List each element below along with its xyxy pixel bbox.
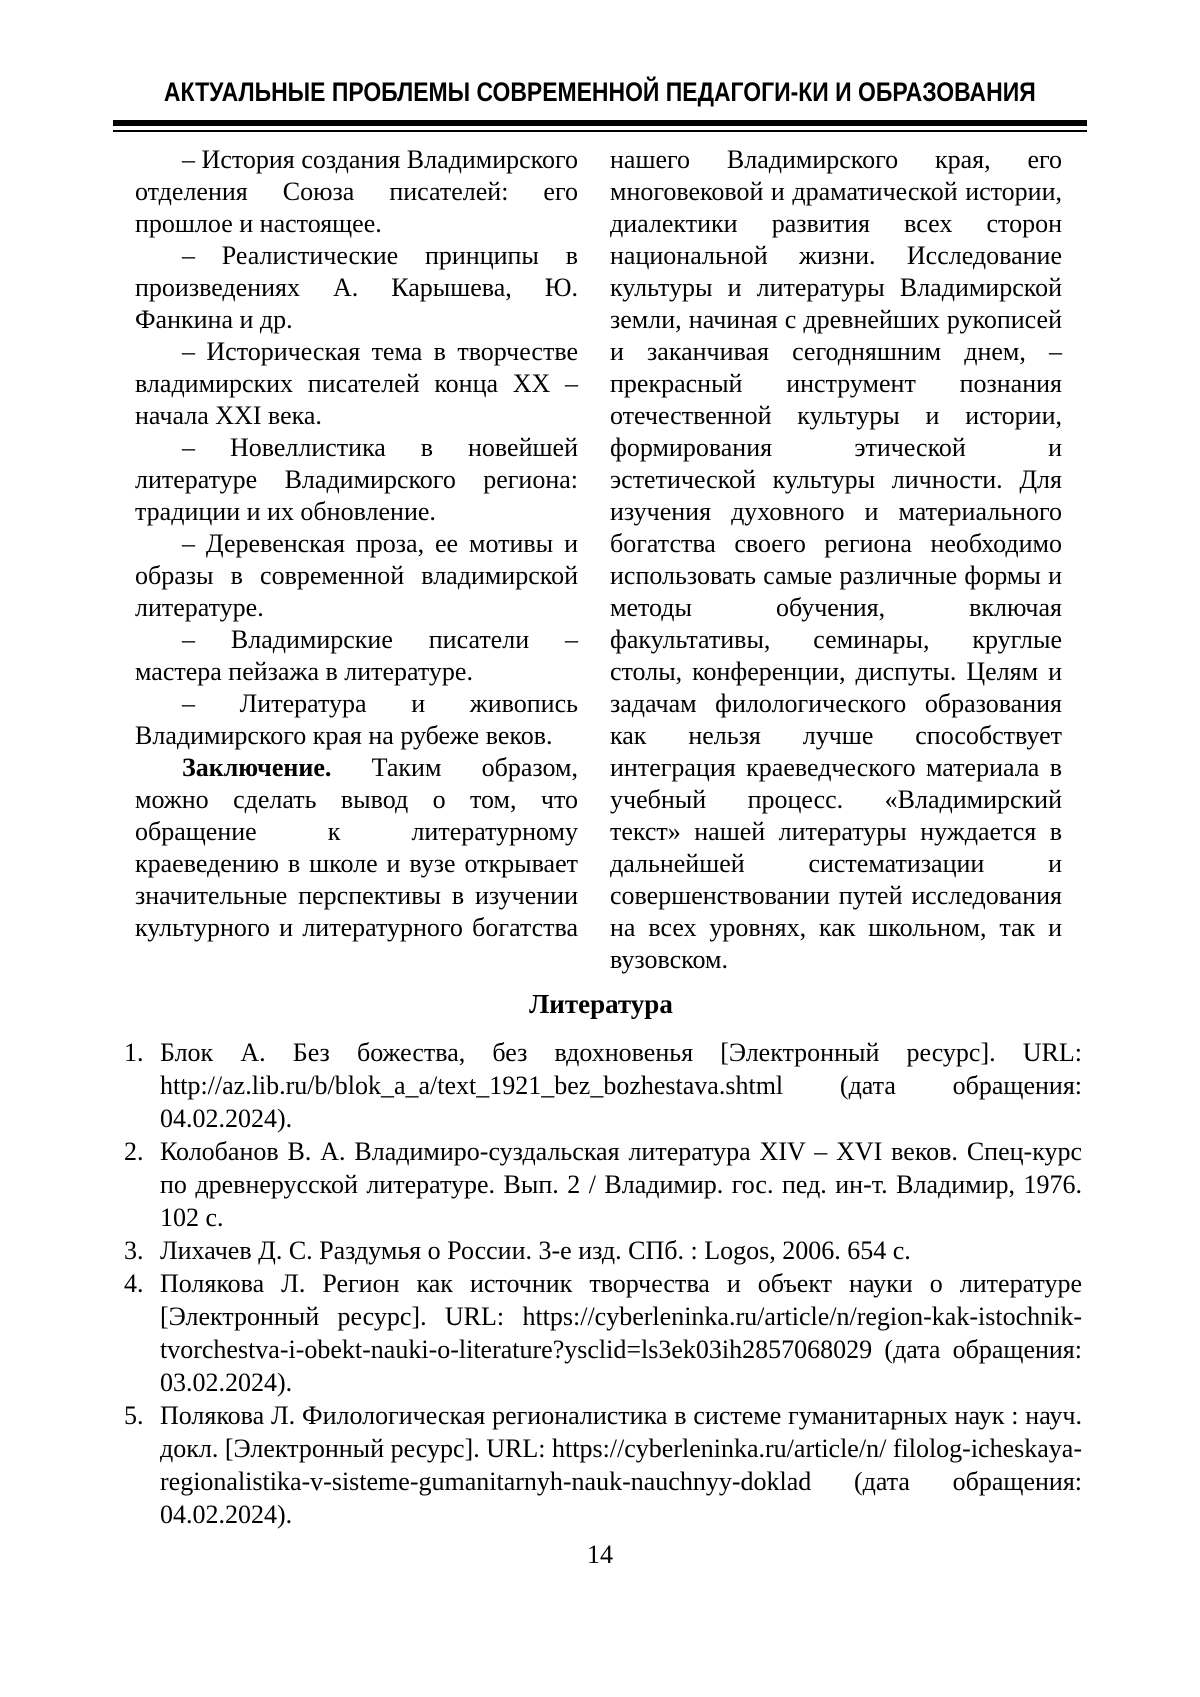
- reference-item: [120, 1234, 1082, 1267]
- reference-number: 3.: [124, 1236, 144, 1265]
- running-header: [0, 76, 1200, 109]
- body-paragraph: – Деревенская проза, ее мотивы и образы в современной владимирской литературе.: [135, 529, 578, 622]
- body-paragraph: – Реалистические принципы в произведениях А. Карышева, Ю. Фанкина и др.: [135, 241, 578, 334]
- running-header-title: АКТУАЛЬНЫЕ ПРОБЛЕМЫ СОВРЕМЕННОЙ ПЕДАГОГИ-КИ И ОБРАЗОВАНИЯ: [164, 77, 1036, 107]
- body-paragraph: – Новеллистика в новейшей литературе Владимирского региона: традиции и их обновление.: [135, 433, 578, 526]
- reference-text: Блок А. Без божества, без вдохновенья [Электронный ресурс]. URL: http://az.lib.ru/b/blok_a_a/text_1921_bez_bozhestava.shtml (дата обращения: 04.02.2024).: [160, 1038, 1082, 1133]
- reference-item: [120, 1267, 1082, 1399]
- references-heading: Литература: [529, 989, 673, 1019]
- reference-text: Колобанов В. А. Владимиро-суздальская литература XIV – XVI веков. Спец-курс по древнерусской литературе. Вып. 2 / Владимир. гос. пед. ин-т. Владимир, 1976. 102 с.: [160, 1137, 1082, 1232]
- reference-item: [120, 1036, 1082, 1135]
- header-rule: [113, 120, 1087, 132]
- reference-text: Полякова Л. Филологическая регионалистика в системе гуманитарных наук : науч. докл. [Электронный ресурс]. URL: https://cyberleninka.ru/article/n/ filolog-icheskaya-regionalistika-v-sisteme-gumanitarnyh-nauk-nauchnyy-doklad (дата обращения: 04.02.2024).: [160, 1401, 1082, 1529]
- references-list: [120, 1036, 1082, 1531]
- body-paragraph: – Литература и живопись Владимирского края на рубеже веков.: [135, 689, 578, 750]
- body-paragraph: – Историческая тема в творчестве владимирских писателей конца XX – начала XXI века.: [135, 337, 578, 430]
- page-number: 14: [587, 1540, 613, 1569]
- body-paragraph: Заключение. Таким образом, можно сделать вывод о том, что обращение к литературному краеведению в школе и вузе открывает значительные перспективы в изучении культурного и литературного богатства: [135, 753, 578, 942]
- reference-text: Лихачев Д. С. Раздумья о России. 3-е изд. СПб. : Logos, 2006. 654 с.: [160, 1236, 911, 1265]
- references-section: [120, 988, 1082, 1531]
- body-paragraph: нашего Владимирского края, его многовековой и драматической истории, диалектики развития всех сторон национальной жизни. Исследование культуры и литературы Владимирской земли, начиная с древнейших рукописей и заканчивая сегодняшним днем, – прекрасный инструмент познания отечественной культуры и истории, формирования этической и эстетической культуры личности. Для изучения духовного и материального богатства своего региона необходимо использовать самые различные формы и методы обучения, включая факультативы, семинары, круглые столы, конференции, диспуты. Целям и задачам филологического образования как нельзя лучше способствует интеграция краеведческого материала в учебный процесс. «Владимирский текст» нашей литературы нуждается в дальнейшей систематизации и совершенствовании путей исследования на всех уровнях, как школьном, так и вузовском.: [610, 145, 1062, 974]
- right-column: [610, 144, 1062, 976]
- reference-text: Полякова Л. Регион как источник творчества и объект науки о литературе [Электронный ресурс]. URL: https://cyberleninka.ru/article/n/region-kak-istochnik-tvorchestva-i-obekt-nauki-o-literature?ysclid=ls3ek03ih2857068029 (дата обращения: 03.02.2024).: [160, 1269, 1082, 1397]
- left-column: [135, 144, 578, 976]
- body-paragraph: – Владимирские писатели – мастера пейзажа в литературе.: [135, 625, 578, 686]
- reference-number: 5.: [124, 1401, 144, 1430]
- body-paragraph: – История создания Владимирского отделения Союза писателей: его прошлое и настоящее.: [135, 145, 578, 238]
- reference-item: [120, 1399, 1082, 1531]
- reference-number: 1.: [124, 1038, 144, 1067]
- reference-number: 2.: [124, 1137, 144, 1166]
- paragraph-lead: Заключение.: [182, 753, 332, 782]
- two-column-body: [135, 144, 1062, 976]
- reference-item: [120, 1135, 1082, 1234]
- reference-number: 4.: [124, 1269, 144, 1298]
